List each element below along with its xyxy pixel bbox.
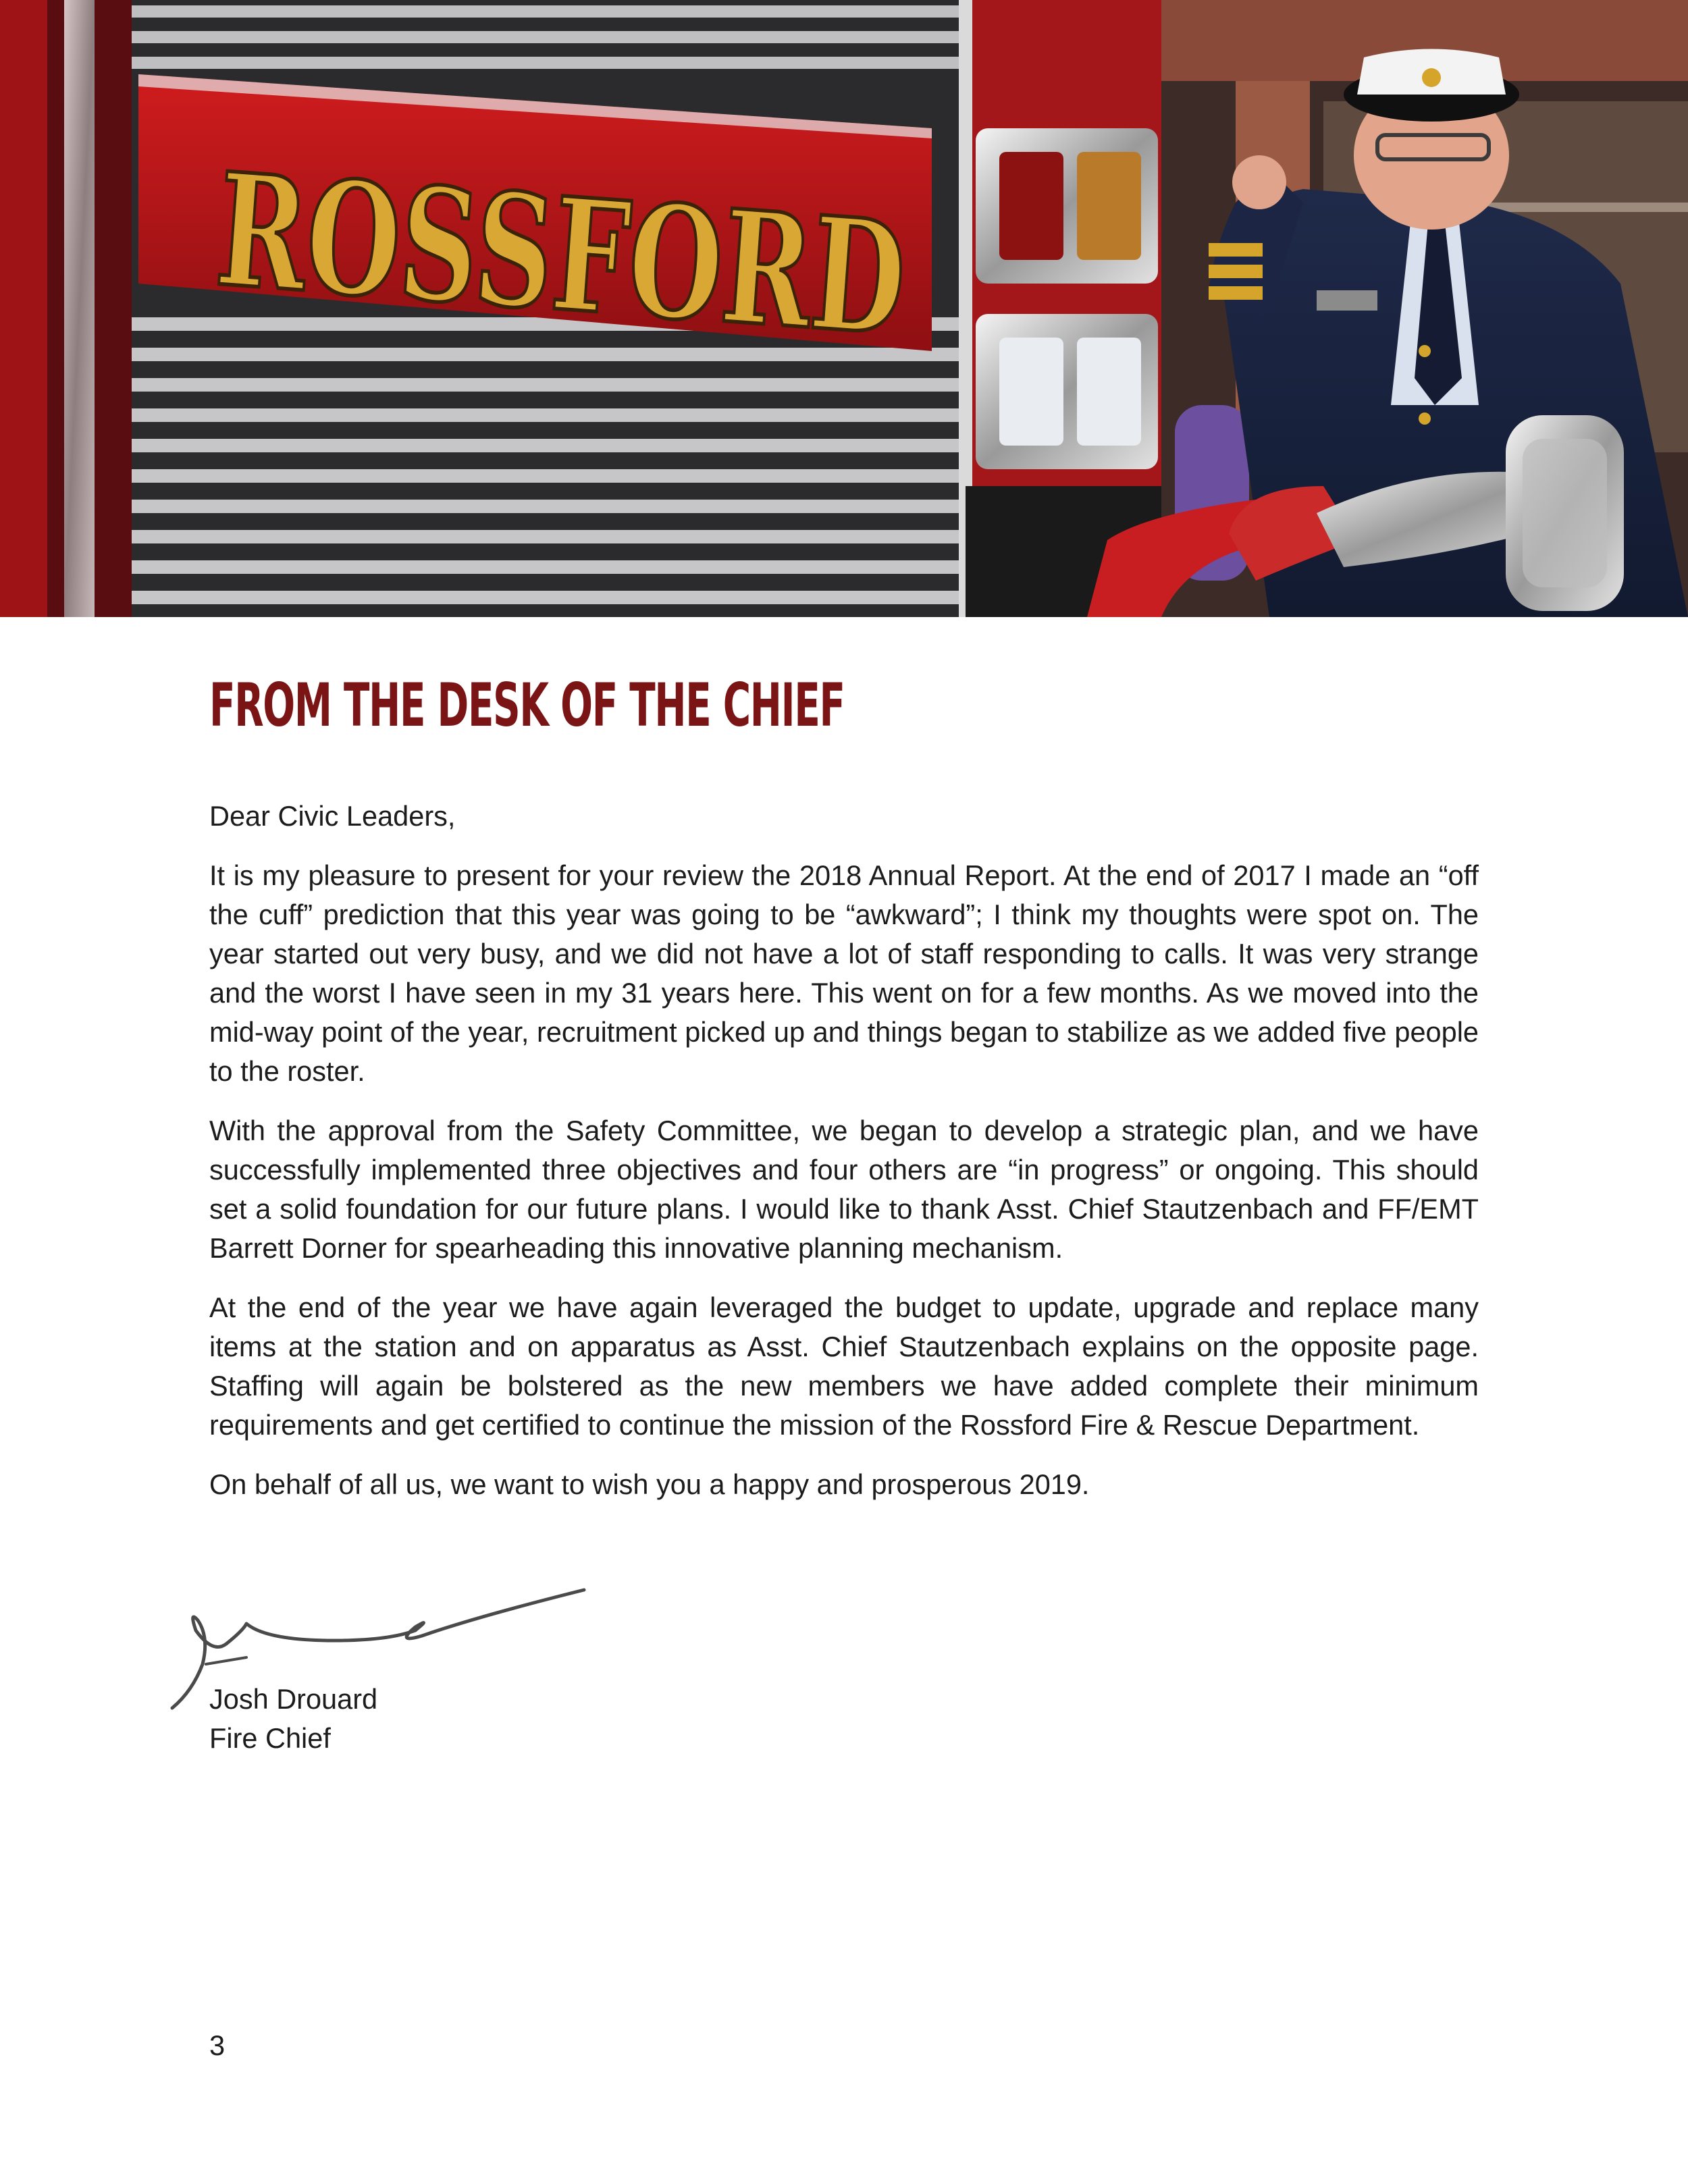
letter-body bbox=[209, 797, 1479, 1524]
letter-paragraph: At the end of the year we have again leveraged the budget to update, upgrade and replace many items at the station and on apparatus as Asst. Chief Stautzenbach explains on the opposite page. Staffing will again be bolstered as the new members we have added complete their minimum requirements and get certified to continue the mission of the Rossford Fire & Rescue Department. bbox=[209, 1291, 1479, 1441]
page-title: FROM THE DESK OF THE CHIEF bbox=[209, 670, 845, 740]
letter-paragraph: With the approval from the Safety Committee, we began to develop a strategic plan, and we have successfully implemented three objectives and four others are “in progress” or ongoing. This should set a solid foundation for our future plans. I would like to thank Asst. Chief Stautzenbach and FF/EMT Barrett Dorner for spearheading this innovative planning mechanism. bbox=[209, 1115, 1479, 1264]
signer-role: Fire Chief bbox=[209, 1722, 331, 1754]
hero-photo bbox=[0, 0, 1688, 617]
signer-block bbox=[209, 1680, 377, 1758]
salutation: Dear Civic Leaders, bbox=[209, 800, 456, 832]
fire-truck-and-chief-illustration bbox=[0, 0, 1688, 617]
signer-name: Josh Drouard bbox=[209, 1683, 378, 1715]
truck-lettering: ROSSFORD bbox=[211, 139, 1109, 385]
closing-line: On behalf of all us, we want to wish you a happy and prosperous 2019. bbox=[209, 1468, 1090, 1500]
letter-paragraph: It is my pleasure to present for your review the 2018 Annual Report. At the end of 2017 I made an “off the cuff” prediction that this year was going to be “awkward”; I think my thoughts were spot on. The year started out very busy, and we did not have a lot of staff responding to calls. It was very strange and the worst I have seen in my 31 years here. This went on for a few months. As we moved into the mid-way point of the year, recruitment picked up and things began to stabilize as we added five people to the roster. bbox=[209, 859, 1479, 1087]
page-number: 3 bbox=[209, 2029, 226, 2061]
